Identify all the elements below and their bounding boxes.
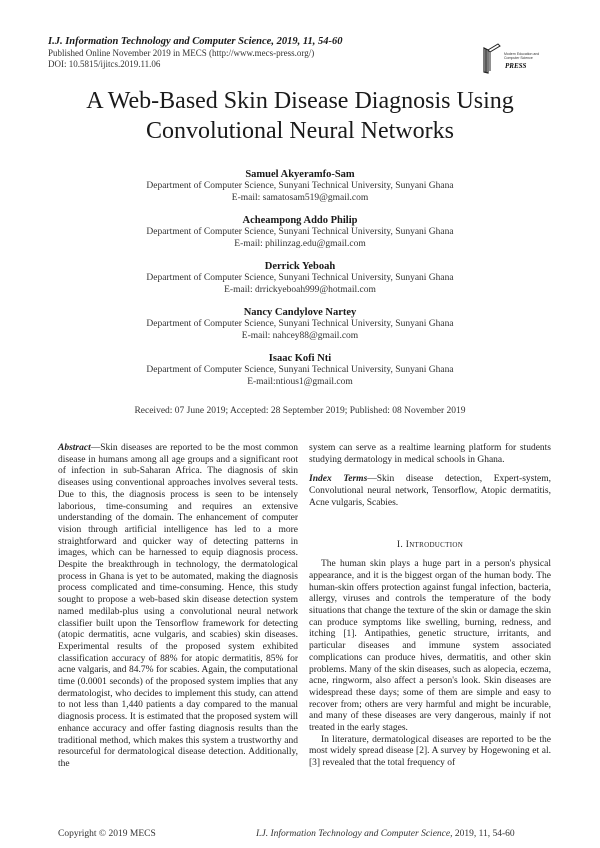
published-online: Published Online November 2019 in MECS (http://www.mecs-press.org/)	[48, 48, 315, 58]
author-affiliation: Department of Computer Science, Sunyani Technical University, Sunyani Ghana	[146, 227, 454, 237]
intro-paragraph-2: In literature, dermatological diseases are reported to be the most widely spread disease [2]. A survey by Hogewoning et al. [3] revealed that the total frequency of	[309, 734, 551, 769]
publisher-press: PRESS	[505, 62, 527, 70]
author-email[interactable]: E-mail: philinzag.edu@gmail.com	[234, 238, 366, 249]
abstract-text: —Skin diseases are reported to be the most common disease in humans among all age groups and a significant root of infection in sub-Saharan Africa. The diagnosis of skin diseases using conventional approaches involves several tests. Due to this, the diagnosis process is seen to be intensely laborious, time-consuming and requires an extensive understanding of the domain. The enhancement of computer vision through artificial intelligence has led to a more straightforward and quicker way of detecting patterns in images, which can be harnessed to equip diagnosis process. Despite the breakthrough in technology, the dermatological process in Ghana is yet to be automated, making the diagnosis process complicated and time-consuming. Hence, this study sought to propose a web-based skin disease detection system named medilab-plus using a convolutional neural network classifier built upon the Tensorflow framework for detecting (atopic dermatitis, acne vulgaris, and scabies) skin diseases. Experimental results of the proposed system exhibited classification accuracy of 88% for atopic dermatitis, 85% for acne valgaris, and 84.7% for scabies. Again, the computational time (0.0001 seconds) of the proposed system implies that any dermatologist, who decides to implement this study, can attend to not less than 1,440 patients a day compared to the manual diagnosis process. It is estimated that the proposed system will enhance accuracy and offer fasting diagnosis results than the traditional method, which makes this system a trustworthy and resourceful for dermatological disease detection. Additionally, the	[58, 443, 298, 769]
author-list	[0, 168, 600, 398]
author-email[interactable]: E-mail: nahcey88@gmail.com	[241, 330, 359, 341]
author-email[interactable]: E-mail:ntious1@gmail.com	[247, 376, 353, 387]
index-terms-label: Index Terms	[309, 474, 368, 485]
section-heading-introduction: I. Introduction	[396, 539, 464, 550]
author-name: Isaac Kofi Nti	[268, 353, 332, 364]
left-column	[58, 443, 298, 779]
author-name: Samuel Akyeramfo-Sam	[245, 169, 355, 180]
author-affiliation: Department of Computer Science, Sunyani Technical University, Sunyani Ghana	[146, 365, 454, 375]
journal-citation: I.J. Information Technology and Computer Science, 2019, 11, 54-60	[48, 36, 343, 47]
book-icon	[482, 42, 506, 74]
index-terms	[309, 474, 551, 509]
journal-header	[48, 36, 468, 70]
author-affiliation: Department of Computer Science, Sunyani Technical University, Sunyani Ghana	[146, 319, 454, 329]
author-email[interactable]: E-mail: drrickyeboah999@hotmail.com	[224, 284, 376, 295]
publisher-logo	[478, 38, 548, 78]
author-block	[0, 214, 600, 250]
author-block	[0, 168, 600, 204]
author-affiliation: Department of Computer Science, Sunyani Technical University, Sunyani Ghana	[146, 273, 454, 283]
abstract	[58, 443, 298, 771]
footer-journal: I.J. Information Technology and Computer Science, 2019, 11, 54-60	[256, 829, 515, 839]
publication-dates: Received: 07 June 2019; Accepted: 28 September 2019; Published: 08 November 2019	[134, 406, 466, 416]
author-name: Acheampong Addo Philip	[242, 215, 358, 226]
paper-title: A Web-Based Skin Disease Diagnosis Using Convolutional Neural Networks	[86, 88, 514, 144]
abstract-continued: system can serve as a realtime learning platform for students studying dermatology in medical schools in Ghana.	[309, 443, 551, 465]
publisher-name: Modern Education and Computer Science	[504, 52, 540, 60]
author-block	[0, 352, 600, 388]
author-email[interactable]: E-mail: samatosam519@gmail.com	[231, 192, 369, 203]
author-block	[0, 260, 600, 296]
doi-link[interactable]: DOI: 10.5815/ijitcs.2019.11.06	[48, 59, 161, 69]
author-name: Nancy Candylove Nartey	[243, 307, 357, 318]
author-name: Derrick Yeboah	[264, 261, 336, 272]
abstract-label: Abstract	[58, 443, 91, 453]
index-terms-text: —Skin disease detection, Expert-system, Convolutional neural network, Tensorflow, Atopic dermatitis, Acne vulgaris, Scabies.	[309, 474, 551, 508]
right-column	[309, 443, 551, 770]
intro-paragraph-1: The human skin plays a huge part in a person's physical appearance, and it is the biggest organ of the human body. The human-skin offers protection against fungal infection, bacteria, allergy, viruses and controls the temperature of the body situations that change the texture of the skin or damage the skin can produce symptoms like swelling, burning, redness, and itching [1]. Antipathies, genetic structure, irritants, and particular diseases and immune system associated complications can produce hives, dermatitis, and other skin problems. Many of the skin diseases, such as alopecia, eczema, acne, ringworm, also affect a person's look. Skin diseases are widespread these days; some of them are simple and easy to recover from; others are very harmful and might be incurable, and many of these diseases are very dangerous, mainly if not treated in the early stages.	[309, 559, 551, 734]
author-block	[0, 306, 600, 342]
author-affiliation: Department of Computer Science, Sunyani Technical University, Sunyani Ghana	[146, 181, 454, 191]
footer-copyright: Copyright © 2019 MECS	[58, 829, 156, 839]
